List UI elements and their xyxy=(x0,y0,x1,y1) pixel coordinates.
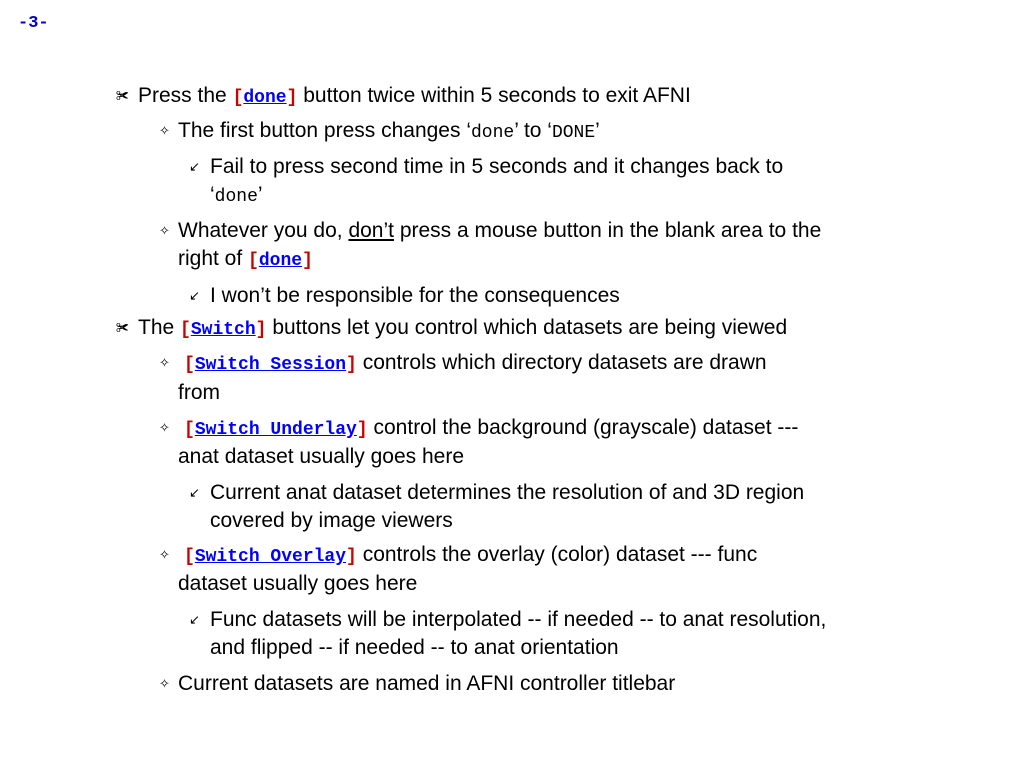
item-switch-overlay-cont xyxy=(178,570,417,598)
code-done: done xyxy=(471,123,515,143)
item-not-responsible xyxy=(189,282,620,310)
level3-bullet-icon: ↙ xyxy=(189,612,200,627)
item-text: button twice within 5 seconds to exit AFNI xyxy=(303,84,691,107)
item-text: and flipped -- if needed -- to anat orientation xyxy=(210,636,619,659)
level2-bullet-icon: ✧ xyxy=(159,676,170,691)
item-text: Press the xyxy=(138,84,227,107)
item-text: I won’t be responsible for the consequences xyxy=(210,284,620,307)
item-text: The first button press changes ‘ xyxy=(178,119,471,142)
item-press-done xyxy=(116,82,691,112)
switch-underlay-button-ref: [Switch Underlay] xyxy=(184,420,368,440)
code-done-upper: DONE xyxy=(551,123,596,143)
level2-bullet-icon: ✧ xyxy=(159,123,170,138)
item-text: right of xyxy=(178,247,243,270)
item-whatever xyxy=(159,217,822,245)
level3-bullet-icon: ↙ xyxy=(189,288,200,303)
item-func-datasets-cont xyxy=(210,634,619,662)
level2-bullet-icon: ✧ xyxy=(159,420,170,435)
item-text: covered by image viewers xyxy=(210,509,453,532)
item-switch-underlay-cont xyxy=(178,443,464,471)
item-text: Whatever you do, xyxy=(178,219,343,242)
item-text: Fail to press second time in 5 seconds and it changes back to xyxy=(210,155,784,178)
item-text: press a mouse button in the blank area to the xyxy=(399,219,822,242)
emphasis-dont: don’t xyxy=(348,219,394,242)
item-switch-buttons xyxy=(116,314,788,344)
item-text: anat dataset usually goes here xyxy=(178,445,465,468)
item-text: dataset usually goes here xyxy=(178,572,418,595)
item-text: controls which directory datasets are drawn xyxy=(362,351,767,374)
switch-session-button-ref: [Switch Session] xyxy=(184,355,357,375)
item-fail-press xyxy=(189,153,784,181)
item-text: ’ to ‘ xyxy=(514,119,552,142)
page-number: -3- xyxy=(18,14,49,33)
item-text: Current datasets are named in AFNI controller titlebar xyxy=(178,672,676,695)
item-text: buttons let you control which datasets are being viewed xyxy=(272,316,788,339)
code-done: done xyxy=(214,187,258,207)
item-fail-press-cont xyxy=(210,181,263,211)
item-text: controls the overlay (color) dataset --- func xyxy=(362,543,758,566)
item-text: from xyxy=(178,381,220,404)
item-text: ’ xyxy=(257,183,263,206)
item-text: Func datasets will be interpolated -- if needed -- to anat resolution, xyxy=(210,608,827,631)
item-first-press xyxy=(159,117,600,147)
item-switch-overlay xyxy=(159,541,758,571)
switch-button-ref: [Switch] xyxy=(180,320,267,340)
item-switch-session xyxy=(159,349,767,379)
item-text: control the background (grayscale) dataset --- xyxy=(373,416,799,439)
switch-overlay-button-ref: [Switch Overlay] xyxy=(184,547,357,567)
item-whatever-cont xyxy=(178,245,313,275)
item-current-anat xyxy=(189,479,805,507)
item-switch-session-cont xyxy=(178,379,220,407)
item-current-datasets xyxy=(159,670,676,698)
level1-bullet-icon: ✀ xyxy=(116,88,129,103)
level3-bullet-icon: ↙ xyxy=(189,485,200,500)
level2-bullet-icon: ✧ xyxy=(159,223,170,238)
done-button-ref: [done] xyxy=(232,88,298,108)
item-text: ‘ xyxy=(210,183,215,206)
item-switch-underlay xyxy=(159,414,799,444)
item-text: ’ xyxy=(595,119,600,142)
item-text: The xyxy=(138,316,175,339)
item-text: Current anat dataset determines the resolution of and 3D region xyxy=(210,481,805,504)
level3-bullet-icon: ↙ xyxy=(189,159,200,174)
level2-bullet-icon: ✧ xyxy=(159,547,170,562)
level2-bullet-icon: ✧ xyxy=(159,355,170,370)
item-current-anat-cont xyxy=(210,507,453,535)
level1-bullet-icon: ✀ xyxy=(116,320,129,335)
item-func-datasets xyxy=(189,606,827,634)
done-button-ref: [done] xyxy=(248,251,313,271)
